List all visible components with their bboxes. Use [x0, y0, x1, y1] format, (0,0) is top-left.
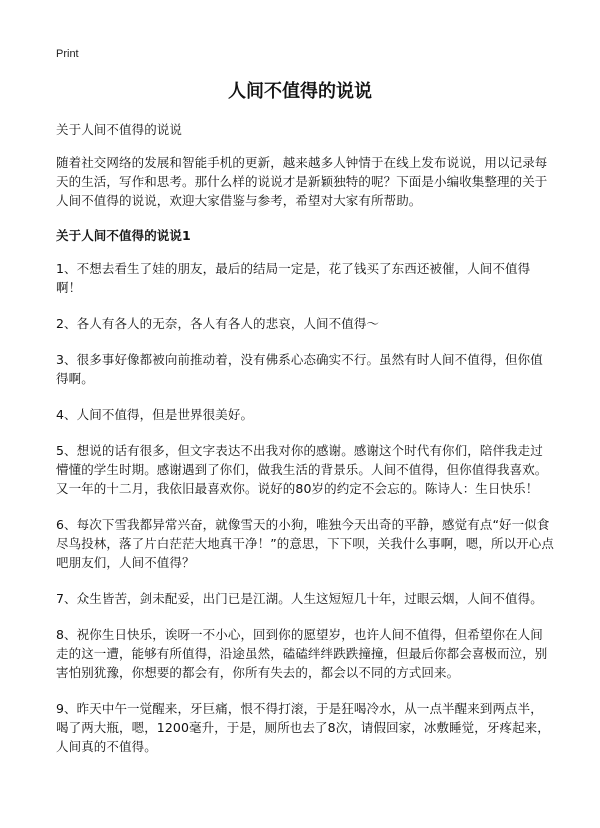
- list-item: 6、每次下雪我都异常兴奋，就像雪天的小狗，唯独今天出奇的平静，感觉有点“好一似食尽鸟投林，落了片白茫茫大地真干净！”的意思，下下呗，关我什么事啊，嗯，所以开心点吧朋友们，人间不值得？: [56, 517, 554, 570]
- list-item: 9、昨天中午一觉醒来，牙巨痛，恨不得打滚，于是狂喝冷水，从一点半醒来到两点半，喝了两大瓶，嗯，1200毫升，于是，厕所也去了8次，请假回家，冰敷睡觉，牙疼起来，人间真的不值得。: [56, 701, 550, 754]
- print-link[interactable]: Print: [56, 48, 79, 60]
- article-intro: 随着社交网络的发展和智能手机的更新，越来越多人钟情于在线上发布说说，用以记录每天的生活，写作和思考。那什么样的说说才是新颖独特的呢？下面是小编收集整理的关于人间不值得的说说，欢迎大家借鉴与参考，希望对大家有所帮助。: [56, 155, 548, 208]
- article-body: [56, 120, 554, 773]
- list-item: 5、想说的话有很多，但文字表达不出我对你的感谢。感谢这个时代有你们，陪伴我走过懵懂的学生时期。感谢遇到了你们，做我生活的背景乐。人间不值得，但你值得我喜欢。又一年的十二月，我依旧最喜欢你。说好的80岁的约定不会忘的。陈诗人：生日快乐！: [56, 443, 548, 496]
- list-item: 3、很多事好像都被向前推动着，没有佛系心态确实不行。虽然有时人间不值得，但你值得啊。: [56, 352, 543, 386]
- list-item: 1、不想去看生了娃的朋友，最后的结局一定是，花了钱买了东西还被催，人间不值得啊！: [56, 261, 531, 295]
- list-item: 7、众生皆苦，剑未配妥，出门已是江湖。人生这短短几十年，过眼云烟，人间不值得。: [56, 591, 543, 606]
- page-title: 人间不值得的说说: [228, 81, 372, 102]
- article-subtitle: 关于人间不值得的说说: [56, 122, 183, 137]
- list-item: 4、人间不值得，但是世界很美好。: [56, 407, 254, 422]
- list-item: 2、各人有各人的无奈，各人有各人的悲哀，人间不值得～: [56, 316, 380, 331]
- list-item: 8、祝你生日快乐，诶呀一不小心，回到你的愿望岁，也许人间不值得，但希望你在人间走的这一遭，能够有所值得，沿途虽然，磕磕绊绊跌跌撞撞，但最后你都会喜极而泣，别害怕别犹豫，你想要的都会有，你所有失去的，都会以不同的方式回来。: [56, 627, 548, 680]
- section-heading: 关于人间不值得的说说1: [56, 228, 191, 243]
